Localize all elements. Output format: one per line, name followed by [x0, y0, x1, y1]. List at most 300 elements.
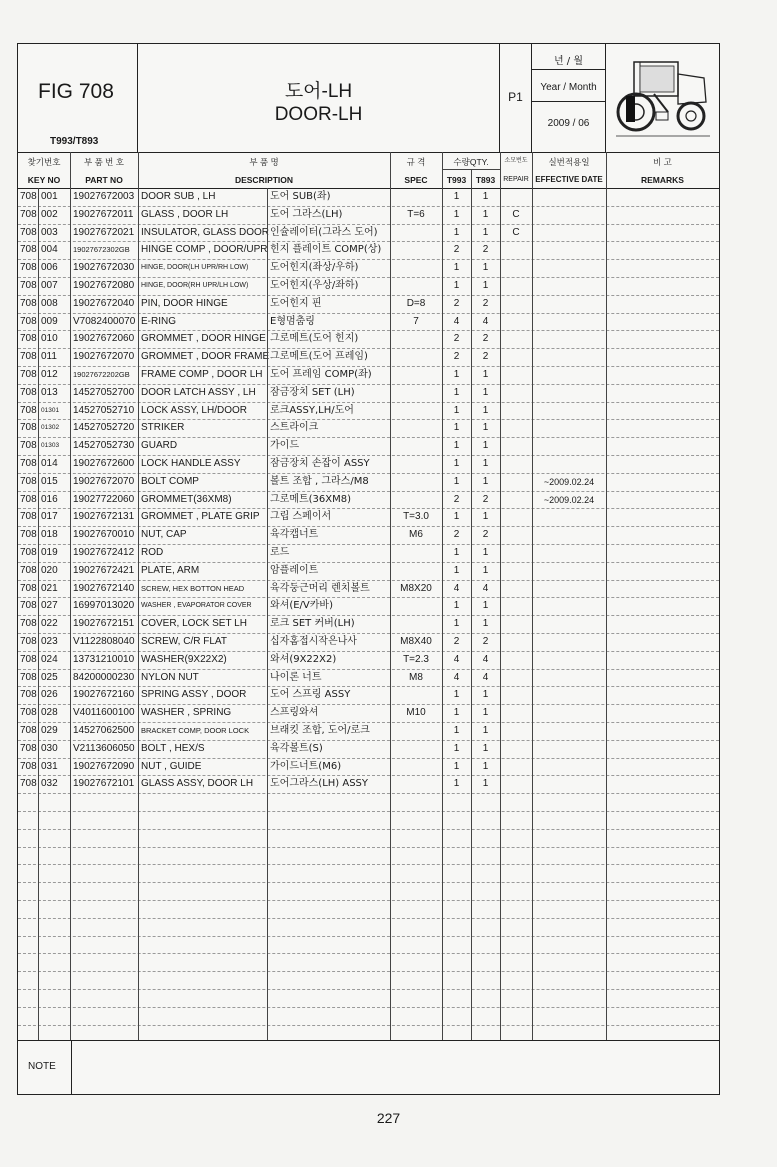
cell-a: 1	[453, 778, 460, 790]
cell-desc-ko: E형멈춤링	[270, 315, 315, 327]
cell-a: 2	[453, 297, 460, 309]
cell-spec: 7	[413, 315, 419, 327]
cell-desc-ko: 도어 그라스(LH)	[270, 208, 343, 220]
table-row	[18, 526, 719, 544]
cell-part: 13731210010	[73, 653, 135, 665]
remarks-ko: 비 고	[653, 157, 672, 167]
cell-fig: 708	[20, 386, 37, 398]
cell-part: 19027672151	[73, 618, 135, 630]
cell-a: 1	[453, 600, 460, 612]
table-row	[18, 402, 719, 420]
cell-key: 026	[41, 689, 58, 701]
cell-part: 19027672160	[73, 689, 135, 701]
cell-key: 012	[41, 369, 58, 380]
cell-b: 2	[482, 636, 489, 647]
cell-b: 1	[482, 511, 489, 523]
cell-desc: FRAME COMP , DOOR LH	[141, 369, 263, 380]
cell-a: 1	[453, 475, 460, 487]
cell-fig: 708	[20, 244, 37, 256]
cell-desc-ko: 도어 스프링 ASSY	[270, 689, 351, 701]
fig-cell	[18, 44, 138, 152]
cell-b: 1	[482, 600, 489, 612]
cell-key: 002	[41, 208, 58, 220]
cell-b: 1	[482, 458, 489, 469]
cell-desc: BOLT COMP	[141, 475, 199, 487]
cell-desc-ko: 육각둥근머리 렌치볼트	[270, 582, 370, 594]
table-row	[18, 597, 719, 615]
cell-part: V1122808040	[73, 636, 135, 647]
cell-part: 19027670010	[73, 529, 135, 541]
spec-en: SPEC	[404, 175, 428, 185]
table-row	[18, 669, 719, 687]
note-label: NOTE	[28, 1061, 56, 1072]
cell-desc: PLATE, ARM	[141, 564, 200, 576]
cell-b: 1	[482, 564, 489, 576]
part-no-en: PART NO	[85, 175, 123, 185]
table-row	[18, 455, 719, 473]
cell-key: 025	[41, 671, 58, 683]
cell-spec: M10	[406, 707, 426, 719]
part-no-ko: 부 품 번 호	[84, 157, 124, 167]
cell-fig: 708	[20, 511, 37, 523]
cell-key: 007	[41, 280, 58, 291]
table-row	[18, 758, 719, 776]
cell-eff: ~2009.02.24	[543, 494, 595, 505]
tractor-icon	[616, 54, 710, 142]
cell-desc-ko: 스프링와셔	[270, 707, 319, 719]
cell-part: 19027672070	[73, 475, 135, 487]
table-row	[18, 224, 719, 242]
cell-a: 2	[453, 333, 460, 345]
cell-a: 1	[453, 564, 460, 576]
cell-fig: 708	[20, 529, 37, 541]
qty-t893: T893	[475, 175, 496, 185]
cell-desc-ko: 가이드	[270, 440, 299, 452]
cell-desc-ko: 볼트 조합 , 그라스/M8	[270, 475, 369, 487]
cell-a: 4	[453, 315, 460, 327]
cell-desc: STRIKER	[141, 422, 185, 434]
cell-a: 1	[453, 547, 460, 558]
cell-desc: WASHER , SPRING	[141, 707, 232, 719]
cell-part: 14527052720	[73, 422, 135, 434]
cell-desc: WASHER(9X22X2)	[141, 653, 227, 665]
cell-fig: 708	[20, 475, 37, 487]
description-en: DESCRIPTION	[234, 175, 294, 185]
cell-part: 19027672080	[73, 280, 135, 291]
cell-key: 014	[41, 458, 58, 469]
cell-desc-ko: 브래킷 조합, 도어/로크	[270, 725, 370, 736]
table-row	[18, 366, 719, 384]
cell-key: 009	[41, 315, 58, 327]
cell-key: 028	[41, 707, 58, 719]
cell-desc: GROMMET(36XM8)	[141, 493, 232, 505]
cell-spec: D=8	[406, 297, 426, 309]
repair-ko: 소모번도	[504, 158, 528, 164]
effective-en: EFFECTIVE DATE	[535, 175, 603, 184]
cell-b: 1	[482, 262, 489, 274]
cell-key: 027	[41, 600, 58, 612]
cell-desc-ko: 로드	[270, 547, 290, 558]
table-row	[18, 544, 719, 562]
cell-key: 032	[41, 778, 58, 790]
cell-a: 1	[453, 226, 460, 238]
cell-part: 19027672060	[73, 333, 135, 345]
cell-a: 1	[453, 707, 460, 719]
cell-b: 2	[482, 493, 489, 505]
table-row	[18, 704, 719, 722]
cell-desc-ko: 도어 SUB(좌)	[270, 191, 331, 202]
cell-desc: GLASS , DOOR LH	[141, 208, 229, 220]
cell-fig: 708	[20, 458, 37, 469]
page-number: 227	[376, 1110, 401, 1126]
cell-desc-ko: 암플레이트	[270, 564, 319, 576]
cell-b: 1	[482, 778, 489, 790]
cell-key: 004	[41, 244, 58, 256]
cell-b: 1	[482, 440, 489, 452]
cell-desc-ko: 잠금장치 손잡이 ASSY	[270, 458, 370, 469]
table-row	[18, 740, 719, 758]
effective-ko: 실번적용일	[548, 157, 590, 167]
remarks-en: REMARKS	[641, 175, 684, 185]
cell-key: 001	[41, 191, 58, 202]
table-row	[18, 775, 719, 793]
cell-a: 1	[453, 458, 460, 469]
cell-fig: 708	[20, 689, 37, 701]
table-row	[18, 330, 719, 348]
fig-number: FIG 708	[38, 80, 114, 103]
cell-key: 015	[41, 475, 58, 487]
cell-a: 1	[453, 280, 460, 291]
cell-part: 19027672140	[73, 582, 135, 594]
cell-key: 01301	[41, 406, 60, 414]
cell-a: 1	[453, 262, 460, 274]
cell-repair: C	[512, 208, 520, 220]
cell-part: 19027672421	[73, 564, 135, 576]
cell-desc-ko: 도어힌지(좌상/우하)	[270, 262, 359, 274]
cell-b: 2	[482, 297, 489, 309]
cell-fig: 708	[20, 404, 37, 416]
cell-part: 19027672101	[73, 778, 135, 790]
cell-desc-ko: 힌지 플레이트 COMP(상)	[270, 244, 382, 256]
cell-part: V7082400070	[73, 315, 136, 327]
cell-key: 016	[41, 493, 58, 505]
cell-desc: HINGE, DOOR(RH UPR/LH LOW)	[141, 282, 249, 289]
parts-table-body	[18, 188, 719, 1040]
cell-desc-ko: 로크ASSY,LH/도어	[270, 404, 354, 416]
cell-b: 1	[482, 404, 489, 416]
cell-part: 14527052710	[73, 404, 135, 416]
cell-key: 029	[41, 725, 58, 736]
cell-part: 14527052700	[73, 386, 135, 398]
cell-b: 1	[482, 742, 489, 754]
cell-spec: T=6	[407, 208, 425, 220]
cell-part: 19027672302GB	[73, 245, 130, 255]
cell-a: 2	[453, 244, 460, 256]
cell-key: 021	[41, 582, 58, 594]
cell-desc: GLASS ASSY, DOOR LH	[141, 778, 254, 790]
cell-b: 1	[482, 226, 489, 238]
cell-a: 2	[453, 529, 460, 541]
table-row	[18, 562, 719, 580]
cell-part: 19027672070	[73, 351, 135, 363]
cell-key: 024	[41, 653, 58, 665]
cell-part: 19027672090	[73, 760, 135, 772]
cell-key: 010	[41, 333, 58, 345]
cell-desc-ko: 그로메트(도어 힌지)	[270, 333, 359, 345]
cell-part: 19027672412	[73, 547, 135, 558]
cell-b: 1	[482, 689, 489, 701]
cell-desc-ko: 로크 SET 커버(LH)	[270, 618, 355, 630]
cell-part: 19027722060	[73, 493, 135, 505]
cell-desc: SCREW, C/R FLAT	[141, 636, 227, 647]
title-korean: 도어-LH	[284, 81, 353, 102]
cell-b: 1	[482, 280, 489, 291]
cell-fig: 708	[20, 671, 37, 683]
cell-a: 2	[453, 493, 460, 505]
cell-part: 19027672202GB	[73, 370, 130, 379]
cell-fig: 708	[20, 422, 37, 434]
cell-b: 1	[482, 707, 489, 719]
cell-desc: GUARD	[141, 440, 178, 452]
cell-desc: INSULATOR, GLASS DOOR	[141, 226, 269, 238]
cell-part: 14527062500	[73, 725, 135, 736]
cell-key: 030	[41, 742, 58, 754]
cell-spec: T=3.0	[403, 511, 429, 523]
cell-b: 4	[482, 315, 489, 327]
cell-desc-ko: 그로메트(도어 프레임)	[270, 351, 368, 363]
year-month-korean: 년 / 월	[553, 56, 584, 67]
cell-part: 19027672040	[73, 297, 135, 309]
table-row	[18, 633, 719, 651]
cell-desc-ko: 그로메트(36XM8)	[270, 493, 352, 505]
key-no-ko: 찾기번호	[27, 157, 61, 167]
cell-a: 1	[453, 404, 460, 416]
cell-key: 013	[41, 386, 58, 398]
year-month-cell	[532, 44, 606, 152]
cell-desc: LOCK ASSY, LH/DOOR	[141, 404, 247, 416]
cell-fig: 708	[20, 742, 37, 754]
table-row	[18, 651, 719, 669]
cell-desc: DOOR LATCH ASSY , LH	[141, 386, 256, 398]
cell-desc: GROMMET , DOOR HINGE	[141, 333, 266, 345]
table-row	[18, 313, 719, 331]
cell-spec: M8	[409, 671, 423, 683]
table-row	[18, 241, 719, 259]
table-row	[18, 437, 719, 455]
cell-b: 1	[482, 422, 489, 434]
cell-b: 2	[482, 333, 489, 345]
column-header	[18, 152, 719, 189]
table-row	[18, 686, 719, 704]
cell-fig: 708	[20, 707, 37, 719]
cell-a: 4	[453, 671, 460, 683]
repair-en: REPAIR	[503, 176, 529, 183]
cell-desc-ko: 나이론 너트	[270, 671, 322, 683]
cell-fig: 708	[20, 725, 37, 736]
table-row	[18, 259, 719, 277]
cell-desc: HINGE, DOOR(LH UPR/RH LOW)	[141, 264, 249, 272]
cell-key: 006	[41, 262, 58, 274]
cell-b: 1	[482, 369, 489, 380]
cell-desc-ko: 인슐레이터(그라스 도어)	[270, 226, 378, 238]
year-month-label: Year / Month	[540, 82, 597, 93]
cell-key: 031	[41, 760, 58, 772]
cell-a: 1	[453, 369, 460, 380]
cell-a: 1	[453, 422, 460, 434]
cell-key: 01303	[41, 442, 60, 450]
cell-fig: 708	[20, 600, 37, 612]
cell-b: 1	[482, 760, 489, 772]
table-row	[18, 277, 719, 295]
cell-fig: 708	[20, 226, 37, 238]
cell-spec: M8X40	[400, 636, 432, 647]
cell-a: 1	[453, 208, 460, 220]
cell-desc-ko: 와셔(E/V카바)	[270, 600, 333, 612]
cell-b: 1	[482, 725, 489, 736]
table-row	[18, 491, 719, 509]
cell-desc: NUT, CAP	[141, 529, 187, 541]
cell-desc: WASHER , EVAPORATOR COVER	[141, 602, 252, 610]
cell-desc: HINGE COMP , DOOR/UPR	[141, 244, 268, 256]
cell-a: 4	[453, 653, 460, 665]
cell-b: 4	[482, 671, 489, 683]
cell-fig: 708	[20, 351, 37, 363]
cell-desc: SPRING ASSY , DOOR	[141, 689, 247, 701]
cell-desc: GROMMET , DOOR FRAME	[141, 351, 270, 363]
cell-desc-ko: 와셔(9X22X2)	[270, 653, 337, 665]
cell-desc: ROD	[141, 547, 164, 558]
cell-fig: 708	[20, 778, 37, 790]
cell-a: 1	[453, 689, 460, 701]
cell-key: 022	[41, 618, 58, 630]
cell-key: 017	[41, 511, 58, 523]
cell-part: 14527052730	[73, 440, 135, 452]
tractor-image-cell	[606, 44, 719, 152]
cell-fig: 708	[20, 618, 37, 630]
cell-key: 01302	[41, 424, 60, 432]
cell-desc: E-RING	[141, 315, 176, 327]
cell-fig: 708	[20, 280, 37, 291]
cell-desc: NUT , GUIDE	[141, 760, 202, 772]
cell-a: 1	[453, 725, 460, 736]
table-row	[18, 206, 719, 224]
cell-fig: 708	[20, 440, 37, 452]
header	[18, 44, 719, 153]
cell-fig: 708	[20, 653, 37, 665]
cell-desc: BRACKET COMP, DOOR LOCK	[141, 726, 250, 735]
cell-desc: COVER, LOCK SET LH	[141, 618, 247, 630]
spec-ko: 규 격	[406, 157, 426, 167]
model-codes: T993/T893	[50, 136, 99, 147]
cell-fig: 708	[20, 493, 37, 505]
cell-a: 1	[453, 191, 460, 202]
cell-part: V2113606050	[73, 742, 135, 754]
cell-spec: T=2.3	[403, 653, 429, 665]
cell-b: 1	[482, 191, 489, 202]
cell-b: 1	[482, 547, 489, 558]
cell-repair: C	[512, 226, 520, 238]
table-row	[18, 188, 719, 206]
cell-desc-ko: 그립 스페이서	[270, 511, 332, 523]
cell-fig: 708	[20, 262, 37, 274]
cell-key: 003	[41, 226, 58, 238]
cell-desc-ko: 도어힌지(우상/좌하)	[270, 280, 359, 291]
table-row	[18, 419, 719, 437]
cell-desc-ko: 도어그라스(LH) ASSY	[270, 778, 369, 790]
table-row	[18, 722, 719, 740]
cell-key: 018	[41, 529, 58, 541]
cell-desc: LOCK HANDLE ASSY	[141, 458, 241, 469]
cell-fig: 708	[20, 315, 37, 327]
cell-fig: 708	[20, 547, 37, 558]
title-cell	[138, 44, 500, 152]
cell-fig: 708	[20, 582, 37, 594]
cell-part: 19027672021	[73, 226, 135, 238]
cell-fig: 708	[20, 208, 37, 220]
cell-a: 1	[453, 440, 460, 452]
cell-b: 2	[482, 529, 489, 541]
cell-a: 1	[453, 742, 460, 754]
cell-part: 16997013020	[73, 600, 135, 612]
cell-spec: M6	[409, 529, 423, 541]
cell-desc: GROMMET , PLATE GRIP	[141, 511, 260, 523]
cell-fig: 708	[20, 369, 37, 380]
table-row	[18, 615, 719, 633]
cell-b: 1	[482, 386, 489, 398]
note-section	[18, 1040, 719, 1095]
title-english: DOOR-LH	[274, 104, 363, 125]
cell-fig: 708	[20, 636, 37, 647]
cell-key: 020	[41, 564, 58, 576]
cell-b: 1	[482, 618, 489, 630]
cell-key: 019	[41, 547, 58, 558]
cell-desc-ko: 십자홈접시작은나사	[270, 636, 357, 647]
cell-desc-ko: 가이드너트(M6)	[270, 760, 342, 772]
table-row	[18, 473, 719, 491]
parts-sheet	[17, 43, 720, 1095]
cell-b: 1	[482, 208, 489, 220]
cell-a: 1	[453, 618, 460, 630]
cell-desc-ko: 육각캡너트	[270, 529, 319, 541]
cell-part: 19027672003	[73, 191, 135, 202]
cell-desc: DOOR SUB , LH	[141, 191, 216, 202]
cell-b: 2	[482, 351, 489, 363]
cell-desc: NYLON NUT	[141, 671, 199, 683]
cell-part: 19027672600	[73, 458, 135, 469]
page-cell	[500, 44, 532, 152]
cell-b: 4	[482, 582, 489, 594]
cell-part: 19027672131	[73, 511, 135, 523]
cell-eff: ~2009.02.24	[543, 476, 595, 487]
cell-key: 011	[41, 351, 57, 363]
cell-fig: 708	[20, 333, 37, 345]
year-month-value: 2009 / 06	[547, 118, 590, 129]
cell-part: V4011600100	[73, 707, 135, 719]
table-row	[18, 295, 719, 313]
cell-desc-ko: 잠금장치 SET (LH)	[270, 386, 355, 398]
key-no-en: KEY NO	[27, 175, 61, 185]
cell-desc: BOLT , HEX/S	[141, 742, 205, 754]
cell-fig: 708	[20, 564, 37, 576]
cell-key: 008	[41, 297, 58, 309]
cell-b: 1	[482, 475, 489, 487]
cell-desc: PIN, DOOR HINGE	[141, 297, 228, 309]
cell-a: 4	[453, 582, 460, 594]
table-row	[18, 384, 719, 402]
cell-desc-ko: 육각볼트(S)	[270, 742, 323, 754]
cell-spec: M8X20	[400, 582, 432, 594]
cell-desc: SCREW, HEX BOTTON HEAD	[141, 583, 245, 593]
